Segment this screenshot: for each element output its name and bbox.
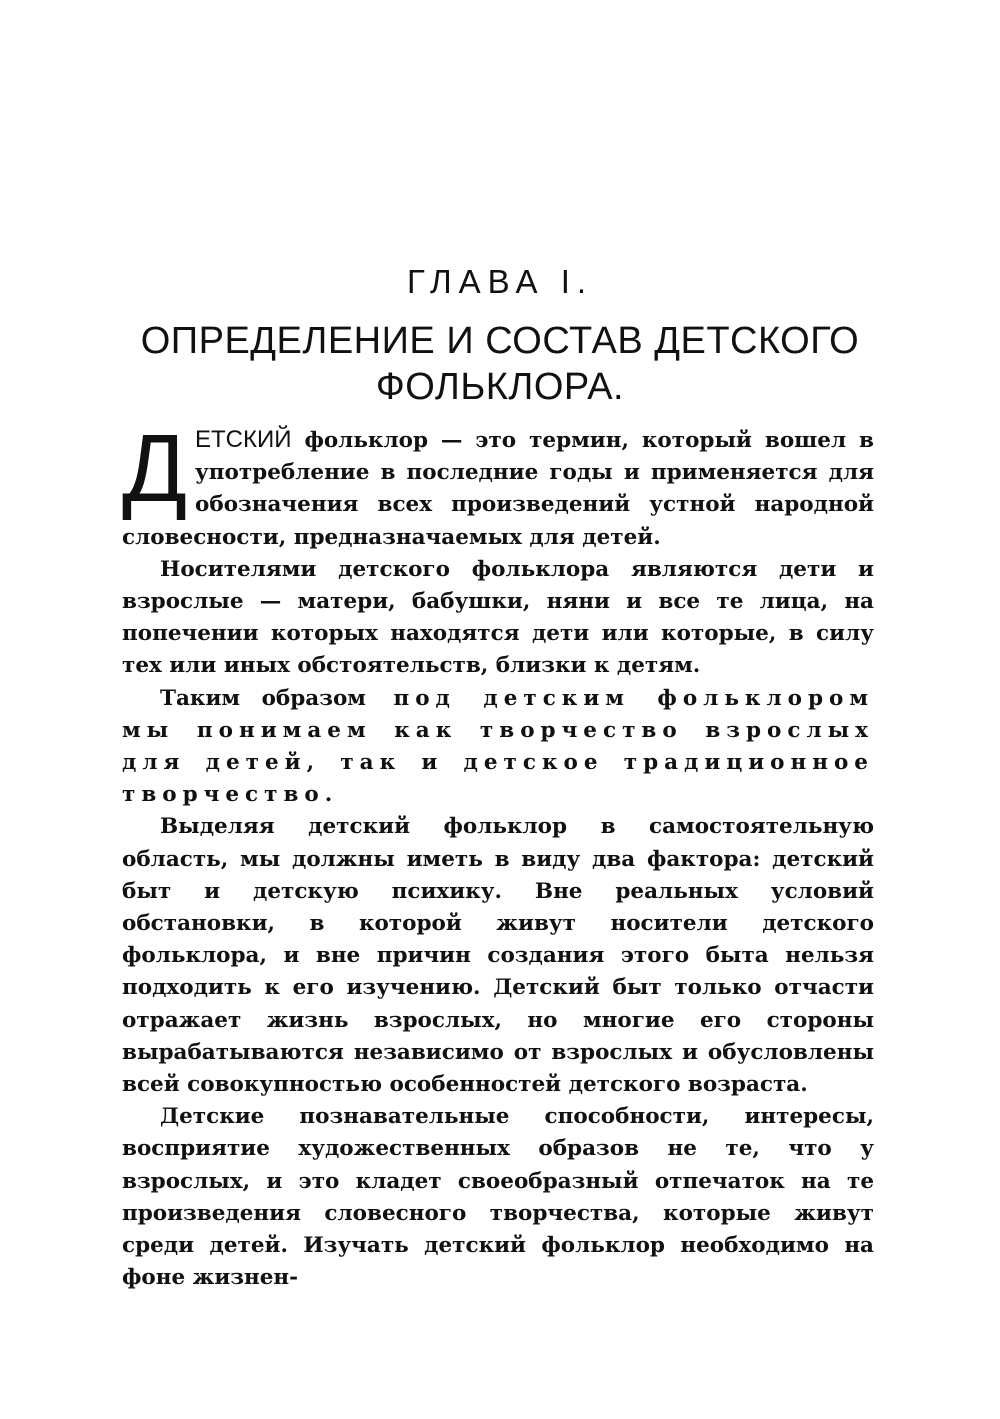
paragraph-4: Выделяя детский фольклор в самостоятельную область, мы должны иметь в виду два фактора: детский быт и детскую психику. Вне реальных условий обстановки, в которой живут носители детского фольклора, и вне причин создания этого быта нельзя подходить к его изучению. Детский быт только отчасти отражает жизнь взрослых, но многие его стороны вырабатываются независимо от взрослых и обусловлены всей совокупностью особенностей детского возраста. — [122, 814, 874, 1098]
paragraph-5: Детские познавательные способности, интересы, восприятие художественных образов не те, что у взрослых, и это кладет своеобразный отпечаток на те произведения словесного творчества, которые живут среди детей. Изучать детский фольклор необходимо на фоне жизнен- — [122, 1104, 874, 1291]
paragraph-3-spaced-text: под детским фольклором мы понимаем как творчество взрослых для детей, так и детское традиционное творчество. — [122, 685, 874, 808]
chapter-label: ГЛАВА I. — [406, 263, 594, 300]
paragraph-1 — [122, 415, 874, 554]
body-text — [122, 415, 874, 1294]
paragraph-3-lead: Таким образом — [160, 685, 366, 711]
drop-cap: Д — [122, 415, 188, 522]
paragraph-1-text: фольклор — это термин, который вошел в употребление в последние годы и применяется для обозначения всех произведений устной народной словесности, предназначаемых для детей. — [122, 428, 874, 550]
paragraph-2: Носителями детского фольклора являются дети и взрослые — матери, бабушки, няни и все те лица, на попечении которых находятся дети или которые, в силу тех или иных обстоятельств, близки к детям. — [122, 556, 874, 679]
paragraph-3 — [122, 683, 874, 812]
chapter-title: ОПРЕДЕЛЕНИЕ И СОСТАВ ДЕТСКОГО ФОЛЬКЛОРА. — [140, 320, 860, 408]
lead-word: ЕТСКИЙ — [195, 426, 292, 453]
